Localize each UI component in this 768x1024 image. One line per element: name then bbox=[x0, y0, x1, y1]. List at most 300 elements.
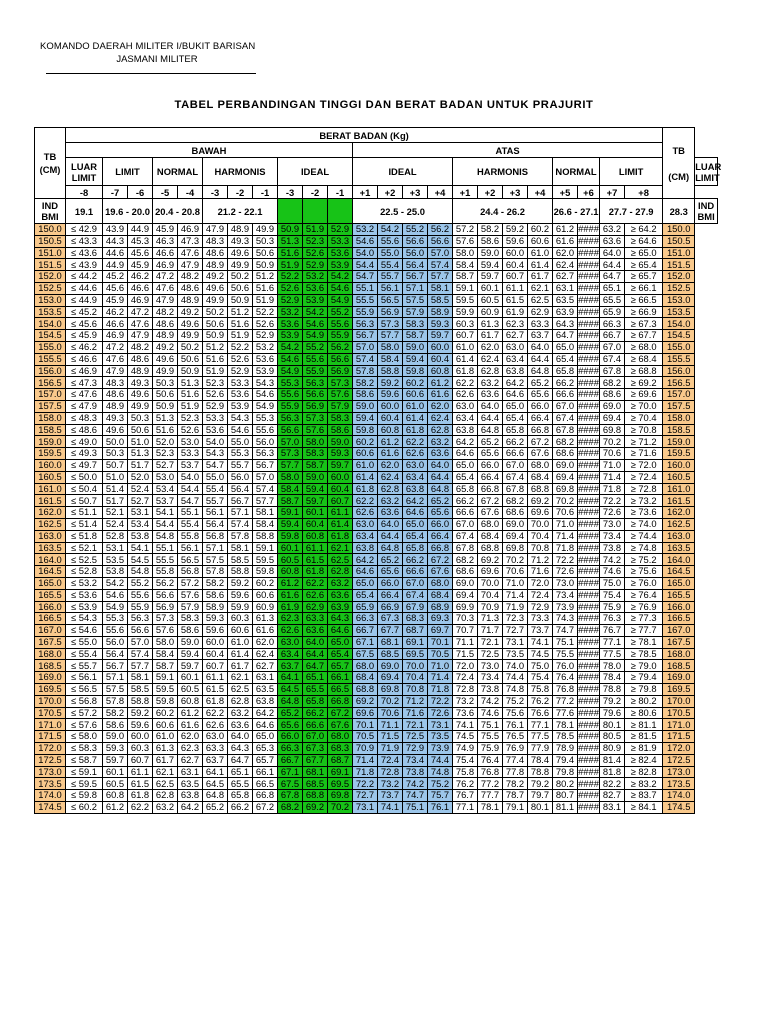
ideal-low-cell: 57.6 bbox=[328, 389, 353, 401]
ideal-low-cell: 54.6 bbox=[303, 318, 328, 330]
weight-cell: 59.7 bbox=[103, 754, 128, 766]
weight-cell: ≤ 55.0 bbox=[66, 636, 103, 648]
ideal-low-cell: 57.3 bbox=[278, 448, 303, 460]
ideal-high-cell: 73.2 bbox=[378, 778, 403, 790]
ideal-high-cell: 56.7 bbox=[403, 271, 428, 283]
table-row bbox=[35, 436, 718, 448]
weight-cell: 61.4 bbox=[453, 353, 478, 365]
weight-cell: 77.7 bbox=[478, 790, 503, 802]
weight-cell: 71.3 bbox=[478, 613, 503, 625]
weight-cell: 54.0 bbox=[203, 436, 228, 448]
ideal-high-cell: 70.6 bbox=[378, 707, 403, 719]
ideal-low-cell: 60.4 bbox=[328, 483, 353, 495]
weight-cell: 59.5 bbox=[153, 684, 178, 696]
weight-cell: 58.8 bbox=[128, 695, 153, 707]
weight-cell: 76.7 bbox=[600, 625, 625, 637]
ideal-high-cell: 61.4 bbox=[403, 412, 428, 424]
tb-cell-left: 150.0 bbox=[35, 224, 66, 236]
weight-cell: 75.0 bbox=[528, 660, 553, 672]
weight-cell: 59.8 bbox=[153, 695, 178, 707]
ideal-low-cell: 66.2 bbox=[303, 707, 328, 719]
weight-cell: 66.7 bbox=[600, 330, 625, 342]
weight-cell: 61.9 bbox=[503, 306, 528, 318]
weight-cell: 49.9 bbox=[128, 400, 153, 412]
ideal-high-cell: 68.4 bbox=[353, 672, 378, 684]
weight-cell: 53.7 bbox=[178, 459, 203, 471]
tb-cell-right: 173.5 bbox=[663, 778, 695, 790]
weight-cell: 60.2 bbox=[528, 224, 553, 236]
weight-cell: #### bbox=[578, 659, 599, 671]
weight-cell: 78.9 bbox=[553, 743, 578, 755]
weight-cell: 67.4 bbox=[553, 412, 578, 424]
weight-cell: 57.1 bbox=[203, 542, 228, 554]
weight-cell: 65.2 bbox=[528, 377, 553, 389]
weight-cell: #### bbox=[578, 730, 599, 742]
weight-cell: 66.6 bbox=[453, 507, 478, 519]
weight-cell: 70.6 bbox=[503, 566, 528, 578]
weight-cell: #### bbox=[578, 364, 599, 376]
ideal-low-cell: 64.4 bbox=[303, 648, 328, 660]
weight-cell: 56.6 bbox=[153, 589, 178, 601]
weight-cell: 60.8 bbox=[103, 790, 128, 802]
ideal-high-cell: 66.7 bbox=[353, 625, 378, 637]
weight-cell: 66.8 bbox=[253, 790, 278, 802]
ideal-high-cell: 70.8 bbox=[403, 684, 428, 696]
weight-cell: 56.3 bbox=[128, 613, 153, 625]
ideal-high-cell: 69.8 bbox=[378, 684, 403, 696]
ideal-low-cell: 62.3 bbox=[278, 613, 303, 625]
ideal-high-cell: 57.5 bbox=[403, 294, 428, 306]
ideal-low-cell: 53.2 bbox=[303, 271, 328, 283]
table-row bbox=[35, 294, 718, 306]
table-row bbox=[35, 613, 718, 625]
weight-cell: 72.8 bbox=[453, 684, 478, 696]
weight-cell: 53.8 bbox=[128, 530, 153, 542]
weight-cell: 66.2 bbox=[453, 495, 478, 507]
weight-cell: 47.9 bbox=[203, 224, 228, 236]
weight-cell: 54.0 bbox=[178, 471, 203, 483]
ideal-low-cell: 53.9 bbox=[303, 294, 328, 306]
ideal-low-cell: 61.6 bbox=[278, 589, 303, 601]
weight-cell: 45.2 bbox=[103, 271, 128, 283]
ideal-high-cell: 63.8 bbox=[403, 483, 428, 495]
ideal-high-cell: 61.4 bbox=[353, 471, 378, 483]
weight-cell: #### bbox=[578, 612, 599, 624]
weight-cell: 63.5 bbox=[253, 684, 278, 696]
ideal-high-cell: 57.7 bbox=[378, 330, 403, 342]
weight-cell: ≥ 65.4 bbox=[625, 259, 663, 271]
ideal-high-cell: 74.8 bbox=[428, 766, 453, 778]
weight-cell: 56.4 bbox=[228, 483, 253, 495]
offset-cell: +1 bbox=[453, 186, 478, 199]
weight-cell: 77.6 bbox=[553, 707, 578, 719]
weight-cell: #### bbox=[578, 742, 599, 754]
ideal-low-cell: 56.9 bbox=[303, 400, 328, 412]
ideal-low-cell: 51.9 bbox=[303, 224, 328, 236]
ideal-low-cell: 54.2 bbox=[303, 306, 328, 318]
ideal-high-cell: 62.6 bbox=[403, 448, 428, 460]
ideal-low-cell: 56.6 bbox=[328, 353, 353, 365]
tb-cell-right: 172.0 bbox=[663, 743, 695, 755]
ideal-high-cell: 63.2 bbox=[428, 436, 453, 448]
weight-cell: 80.9 bbox=[600, 743, 625, 755]
table-body bbox=[35, 224, 718, 814]
weight-cell: 73.3 bbox=[528, 613, 553, 625]
weight-cell: 77.2 bbox=[478, 778, 503, 790]
ideal-low-cell: 60.1 bbox=[278, 542, 303, 554]
weight-cell: 47.6 bbox=[178, 247, 203, 259]
weight-cell: 72.4 bbox=[453, 672, 478, 684]
ideal-high-cell: 70.9 bbox=[353, 743, 378, 755]
weight-cell: 60.5 bbox=[103, 778, 128, 790]
weight-cell: 57.8 bbox=[228, 530, 253, 542]
weight-cell: 65.0 bbox=[453, 459, 478, 471]
tb-cell-left: 150.5 bbox=[35, 235, 66, 247]
tb-label-right: TB bbox=[672, 144, 685, 156]
ideal-low-cell: 62.1 bbox=[328, 542, 353, 554]
weight-cell: #### bbox=[578, 706, 599, 718]
weight-cell: 71.0 bbox=[503, 577, 528, 589]
bmi-limit-right: 27.7 - 27.9 bbox=[600, 199, 663, 224]
table-row bbox=[35, 684, 718, 696]
tb-cell-left: 173.0 bbox=[35, 766, 66, 778]
ideal-high-cell: 68.5 bbox=[378, 648, 403, 660]
weight-cell: 47.6 bbox=[153, 282, 178, 294]
weight-cell: ≤ 47.6 bbox=[66, 389, 103, 401]
weight-cell: 51.9 bbox=[253, 294, 278, 306]
weight-cell: 50.9 bbox=[153, 400, 178, 412]
weight-cell: #### bbox=[578, 423, 599, 435]
weight-cell: 60.4 bbox=[503, 259, 528, 271]
ideal-high-cell: 55.6 bbox=[378, 235, 403, 247]
weight-cell: 54.3 bbox=[203, 448, 228, 460]
weight-cell: 80.7 bbox=[553, 790, 578, 802]
ideal-low-cell: 53.2 bbox=[278, 306, 303, 318]
ideal-high-cell: 72.5 bbox=[403, 731, 428, 743]
ideal-low-cell: 58.3 bbox=[303, 448, 328, 460]
weight-cell: 54.7 bbox=[178, 495, 203, 507]
weight-cell: 61.6 bbox=[553, 235, 578, 247]
ideal-high-cell: 72.7 bbox=[353, 790, 378, 802]
cat-ideal-right: IDEAL bbox=[353, 158, 453, 186]
weight-cell: 65.9 bbox=[600, 306, 625, 318]
weight-cell: 72.6 bbox=[553, 566, 578, 578]
tb-cell-right: 153.0 bbox=[663, 294, 695, 306]
weight-cell: 61.2 bbox=[178, 707, 203, 719]
table-row bbox=[35, 483, 718, 495]
ideal-low-cell: 67.7 bbox=[303, 754, 328, 766]
weight-cell: 50.2 bbox=[228, 271, 253, 283]
weight-cell: 59.4 bbox=[178, 648, 203, 660]
ideal-high-cell: 63.0 bbox=[403, 459, 428, 471]
weight-cell: ≤ 50.7 bbox=[66, 495, 103, 507]
weight-cell: 72.4 bbox=[528, 589, 553, 601]
height-weight-table bbox=[34, 127, 722, 814]
ideal-low-cell: 67.8 bbox=[278, 790, 303, 802]
table-row bbox=[35, 459, 718, 471]
weight-cell: 73.9 bbox=[553, 601, 578, 613]
ideal-low-cell: 55.9 bbox=[278, 400, 303, 412]
weight-cell: 46.9 bbox=[103, 330, 128, 342]
weight-cell: 64.5 bbox=[203, 778, 228, 790]
weight-cell: 61.3 bbox=[153, 743, 178, 755]
ideal-high-cell: 73.9 bbox=[428, 743, 453, 755]
tb-cell-right: 165.0 bbox=[663, 577, 695, 589]
ideal-high-cell: 66.4 bbox=[378, 589, 403, 601]
weight-cell: 46.3 bbox=[153, 235, 178, 247]
weight-cell: 63.8 bbox=[503, 365, 528, 377]
ideal-high-cell: 57.9 bbox=[403, 306, 428, 318]
offset-cell: +4 bbox=[428, 186, 453, 199]
table-row bbox=[35, 695, 718, 707]
ideal-high-cell: 58.0 bbox=[378, 341, 403, 353]
weight-cell: 50.6 bbox=[203, 318, 228, 330]
weight-cell: 64.3 bbox=[228, 743, 253, 755]
weight-cell: 78.4 bbox=[528, 754, 553, 766]
table-row bbox=[35, 778, 718, 790]
weight-cell: ≤ 57.2 bbox=[66, 707, 103, 719]
weight-cell: 60.9 bbox=[478, 306, 503, 318]
tb-cell-right: 151.5 bbox=[663, 259, 695, 271]
ideal-low-cell: 59.1 bbox=[278, 507, 303, 519]
weight-cell: 74.2 bbox=[600, 554, 625, 566]
ideal-high-cell: 75.2 bbox=[428, 778, 453, 790]
weight-cell: 52.8 bbox=[103, 530, 128, 542]
weight-cell: #### bbox=[578, 541, 599, 553]
weight-cell: 54.2 bbox=[103, 577, 128, 589]
weight-cell: 58.4 bbox=[253, 518, 278, 530]
weight-cell: #### bbox=[578, 293, 599, 305]
weight-cell: 65.7 bbox=[253, 754, 278, 766]
weight-cell: 55.8 bbox=[153, 566, 178, 578]
weight-cell: 75.4 bbox=[528, 672, 553, 684]
weight-cell: 63.2 bbox=[600, 224, 625, 236]
weight-cell: 61.2 bbox=[103, 802, 128, 814]
weight-cell: 78.1 bbox=[478, 802, 503, 814]
weight-cell: 77.8 bbox=[503, 766, 528, 778]
weight-cell: 65.2 bbox=[478, 436, 503, 448]
weight-cell: 66.6 bbox=[503, 448, 528, 460]
ideal-high-cell: 74.7 bbox=[403, 790, 428, 802]
weight-cell: 75.0 bbox=[600, 577, 625, 589]
table-row bbox=[35, 790, 718, 802]
ideal-high-cell: 69.2 bbox=[353, 695, 378, 707]
weight-cell: ≥ 69.2 bbox=[625, 377, 663, 389]
table-row bbox=[35, 530, 718, 542]
tb-cell-right: 171.0 bbox=[663, 719, 695, 731]
ideal-low-cell: 56.6 bbox=[278, 424, 303, 436]
ideal-high-cell: 60.0 bbox=[378, 400, 403, 412]
weight-cell: ≤ 56.1 bbox=[66, 672, 103, 684]
weight-cell: 53.1 bbox=[128, 507, 153, 519]
tb-cell-right: 156.5 bbox=[663, 377, 695, 389]
ideal-low-cell: 64.5 bbox=[278, 684, 303, 696]
ideal-low-cell: 55.3 bbox=[278, 377, 303, 389]
ideal-low-cell: 54.9 bbox=[303, 330, 328, 342]
tb-cell-right: 155.5 bbox=[663, 353, 695, 365]
table-row bbox=[35, 259, 718, 271]
ideal-high-cell: 54.7 bbox=[353, 271, 378, 283]
weight-cell: 48.6 bbox=[178, 282, 203, 294]
ideal-low-cell: 62.8 bbox=[328, 566, 353, 578]
ideal-low-cell: 62.6 bbox=[278, 625, 303, 637]
weight-cell: ≥ 72.4 bbox=[625, 471, 663, 483]
weight-cell: 72.1 bbox=[478, 636, 503, 648]
weight-cell: 71.0 bbox=[600, 459, 625, 471]
ideal-high-cell: 69.5 bbox=[403, 648, 428, 660]
offset-cell: -4 bbox=[178, 186, 203, 199]
weight-cell: 77.1 bbox=[528, 719, 553, 731]
weight-cell: 60.1 bbox=[103, 766, 128, 778]
weight-cell: 53.4 bbox=[153, 483, 178, 495]
ideal-low-cell: 54.9 bbox=[278, 365, 303, 377]
weight-cell: 57.2 bbox=[453, 224, 478, 236]
ideal-high-cell: 56.4 bbox=[403, 259, 428, 271]
ideal-high-cell: 70.4 bbox=[403, 672, 428, 684]
weight-cell: 66.6 bbox=[553, 389, 578, 401]
weight-cell: 74.3 bbox=[553, 613, 578, 625]
ideal-high-cell: 54.2 bbox=[378, 224, 403, 236]
weight-cell: 49.2 bbox=[203, 271, 228, 283]
weight-cell: 76.7 bbox=[453, 790, 478, 802]
weight-cell: 59.6 bbox=[228, 589, 253, 601]
bawah-header: BAWAH bbox=[66, 143, 353, 158]
weight-cell: 50.3 bbox=[253, 235, 278, 247]
tb-cell-right: 166.0 bbox=[663, 601, 695, 613]
tb-cell-right: 160.0 bbox=[663, 459, 695, 471]
ideal-low-cell: 59.7 bbox=[303, 495, 328, 507]
ideal-high-cell: 68.7 bbox=[403, 625, 428, 637]
ideal-low-cell: 52.9 bbox=[328, 224, 353, 236]
weight-cell: ≥ 81.5 bbox=[625, 731, 663, 743]
ideal-high-cell: 59.2 bbox=[378, 377, 403, 389]
weight-cell: 54.7 bbox=[203, 459, 228, 471]
weight-cell: #### bbox=[578, 671, 599, 683]
ideal-high-cell: 73.5 bbox=[428, 731, 453, 743]
weight-cell: 72.9 bbox=[528, 601, 553, 613]
ideal-high-cell: 54.0 bbox=[353, 247, 378, 259]
offset-cell: +2 bbox=[478, 186, 503, 199]
weight-cell: 61.1 bbox=[203, 672, 228, 684]
weight-cell: 65.0 bbox=[553, 341, 578, 353]
weight-cell: 53.0 bbox=[178, 436, 203, 448]
ideal-high-cell: 60.4 bbox=[428, 353, 453, 365]
weight-cell: 72.6 bbox=[600, 507, 625, 519]
weight-cell: 44.9 bbox=[128, 224, 153, 236]
weight-cell: 63.6 bbox=[478, 389, 503, 401]
weight-cell: 57.5 bbox=[203, 554, 228, 566]
weight-cell: 69.4 bbox=[553, 471, 578, 483]
weight-cell: 53.6 bbox=[228, 389, 253, 401]
ideal-low-cell: 50.9 bbox=[278, 224, 303, 236]
weight-cell: 68.2 bbox=[600, 377, 625, 389]
ideal-high-cell: 65.2 bbox=[428, 495, 453, 507]
org-unit: JASMANI MILITER bbox=[116, 54, 198, 65]
offset-cell: +4 bbox=[528, 186, 553, 199]
weight-cell: #### bbox=[578, 624, 599, 636]
weight-cell: 76.5 bbox=[503, 731, 528, 743]
weight-cell: 47.2 bbox=[153, 271, 178, 283]
weight-cell: 52.9 bbox=[228, 365, 253, 377]
ideal-high-cell: 67.6 bbox=[428, 566, 453, 578]
ideal-high-cell: 68.8 bbox=[353, 684, 378, 696]
weight-cell: 74.6 bbox=[600, 566, 625, 578]
weight-cell: 60.3 bbox=[453, 318, 478, 330]
weight-cell: 71.6 bbox=[528, 566, 553, 578]
ideal-low-cell: 69.1 bbox=[328, 766, 353, 778]
weight-cell: 66.1 bbox=[253, 766, 278, 778]
weight-cell: 47.9 bbox=[153, 294, 178, 306]
weight-cell: 55.3 bbox=[103, 613, 128, 625]
weight-cell: ≤ 43.3 bbox=[66, 235, 103, 247]
ideal-low-cell: 61.8 bbox=[328, 530, 353, 542]
weight-cell: 64.7 bbox=[228, 754, 253, 766]
weight-cell: 60.7 bbox=[453, 330, 478, 342]
weight-cell: ≥ 82.4 bbox=[625, 754, 663, 766]
ideal-high-cell: 64.6 bbox=[403, 507, 428, 519]
weight-cell: 61.2 bbox=[553, 224, 578, 236]
ideal-low-cell: 52.3 bbox=[303, 235, 328, 247]
weight-cell: ≥ 82.8 bbox=[625, 766, 663, 778]
tb-header-right bbox=[663, 128, 695, 199]
weight-cell: 64.1 bbox=[203, 766, 228, 778]
weight-cell: 61.1 bbox=[503, 282, 528, 294]
weight-cell: 64.2 bbox=[453, 436, 478, 448]
weight-cell: 62.5 bbox=[528, 294, 553, 306]
weight-cell: 58.6 bbox=[478, 235, 503, 247]
ideal-high-cell: 71.2 bbox=[403, 695, 428, 707]
weight-cell: 49.6 bbox=[103, 424, 128, 436]
ideal-low-cell: 54.9 bbox=[328, 294, 353, 306]
offset-cell: -1 bbox=[328, 186, 353, 199]
weight-cell: 61.6 bbox=[178, 719, 203, 731]
ideal-low-cell: 58.0 bbox=[278, 471, 303, 483]
weight-cell: 50.2 bbox=[178, 341, 203, 353]
weight-cell: 68.6 bbox=[453, 566, 478, 578]
table-row bbox=[35, 731, 718, 743]
ideal-high-cell: 61.8 bbox=[353, 483, 378, 495]
bmi-label-left: IND BMI bbox=[35, 199, 66, 224]
weight-cell: ≥ 71.2 bbox=[625, 436, 663, 448]
tb-cell-left: 158.5 bbox=[35, 424, 66, 436]
weight-cell: 53.1 bbox=[103, 542, 128, 554]
weight-cell: 50.3 bbox=[153, 377, 178, 389]
weight-cell: 81.1 bbox=[553, 802, 578, 814]
weight-cell: 51.2 bbox=[228, 306, 253, 318]
tb-cell-right: 159.0 bbox=[663, 436, 695, 448]
weight-cell: 45.9 bbox=[103, 294, 128, 306]
weight-cell: 74.9 bbox=[453, 743, 478, 755]
ideal-high-cell: 64.4 bbox=[428, 471, 453, 483]
weight-cell: ≥ 68.8 bbox=[625, 365, 663, 377]
weight-cell: 52.6 bbox=[228, 353, 253, 365]
ideal-low-cell: 65.8 bbox=[303, 695, 328, 707]
weight-cell: 58.9 bbox=[203, 601, 228, 613]
weight-cell: 77.1 bbox=[453, 802, 478, 814]
weight-cell: 56.5 bbox=[178, 554, 203, 566]
tb-cell-left: 152.5 bbox=[35, 282, 66, 294]
bmi-ideal-green-1 bbox=[278, 199, 303, 224]
weight-cell: 73.8 bbox=[600, 542, 625, 554]
offset-cell: +1 bbox=[353, 186, 378, 199]
tb-cell-right: 166.5 bbox=[663, 613, 695, 625]
weight-cell: 65.5 bbox=[228, 778, 253, 790]
weight-cell: 53.3 bbox=[228, 377, 253, 389]
tb-cell-left: 163.0 bbox=[35, 530, 66, 542]
table-row bbox=[35, 224, 718, 236]
weight-cell: 72.2 bbox=[553, 554, 578, 566]
weight-cell: 67.0 bbox=[600, 341, 625, 353]
